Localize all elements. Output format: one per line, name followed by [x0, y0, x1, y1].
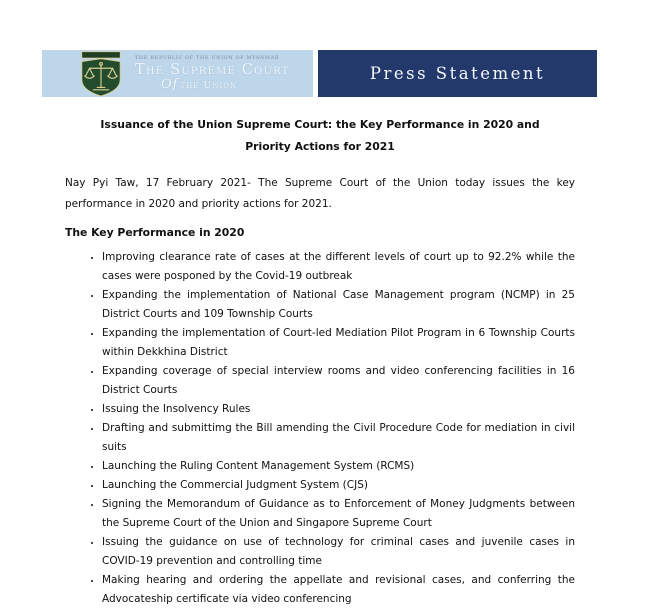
document-title: [65, 114, 575, 158]
bullet-item: • Launching the Ruling Content Management System (RCMS): [102, 457, 575, 476]
bullet-item: • Making hearing and ordering the appellate and revisional cases, and conferring the Advocateship certificate via video conferencing: [102, 571, 575, 609]
banner-title: Press Statement: [369, 64, 546, 83]
document-body: [65, 114, 575, 609]
letterhead: [42, 50, 597, 97]
key-performance-list: [65, 248, 575, 609]
intro-paragraph: Nay Pyi Taw, 17 February 2021- The Supreme Court of the Union today issues the key performance in 2020 and priority actions for 2021.: [65, 177, 575, 210]
bullet-item: • Expanding coverage of special interview rooms and video conferencing facilities in 16 District Courts: [102, 362, 575, 400]
bullet-item: • Drafting and submittimg the Bill amending the Civil Procedure Code for mediation in civil suits: [102, 419, 575, 457]
document-title-line1: Issuance of the Union Supreme Court: the Key Performance in 2020 and: [100, 118, 540, 131]
bullet-item: • Signing the Memorandum of Guidance as to Enforcement of Money Judgments between the Supreme Court of the Union and Singapore Supreme Court: [102, 495, 575, 533]
bullet-item: • Issuing the Insolvency Rules: [102, 400, 575, 419]
bullet-item: • Issuing the guidance on use of technology for criminal cases and juvenile cases in COVID-19 prevention and controlling time: [102, 533, 575, 571]
bullet-item: • Expanding the implementation of Court-led Mediation Pilot Program in 6 Township Courts within Dekkhina District: [102, 324, 575, 362]
bullet-item: • Expanding the implementation of National Case Management program (NCMP) in 25 District Courts and 109 Township Courts: [102, 286, 575, 324]
bullet-item: • Launching the Commercial Judgment System (CJS): [102, 476, 575, 495]
press-statement-banner: [318, 50, 597, 97]
bullet-item: • Improving clearance rate of cases at the different levels of court up to 92.2% while the cases were posponed by the Covid-19 outbreak: [102, 248, 575, 286]
document-title-line2: Priority Actions for 2021: [245, 140, 395, 153]
section-heading: The Key Performance in 2020: [65, 226, 245, 239]
crest-union-line: [161, 78, 290, 91]
crest-text: [135, 56, 290, 92]
crest-union-words: the Union: [180, 80, 238, 92]
crest-republic-line: THE REPUBLIC OF THE UNION OF MYANMAR: [135, 54, 280, 61]
crest-court-name: The Supreme Court: [135, 61, 290, 78]
supreme-court-crest-icon: [76, 51, 126, 97]
crest-of-word: Of: [161, 77, 179, 93]
letterhead-left-panel: [42, 50, 313, 97]
